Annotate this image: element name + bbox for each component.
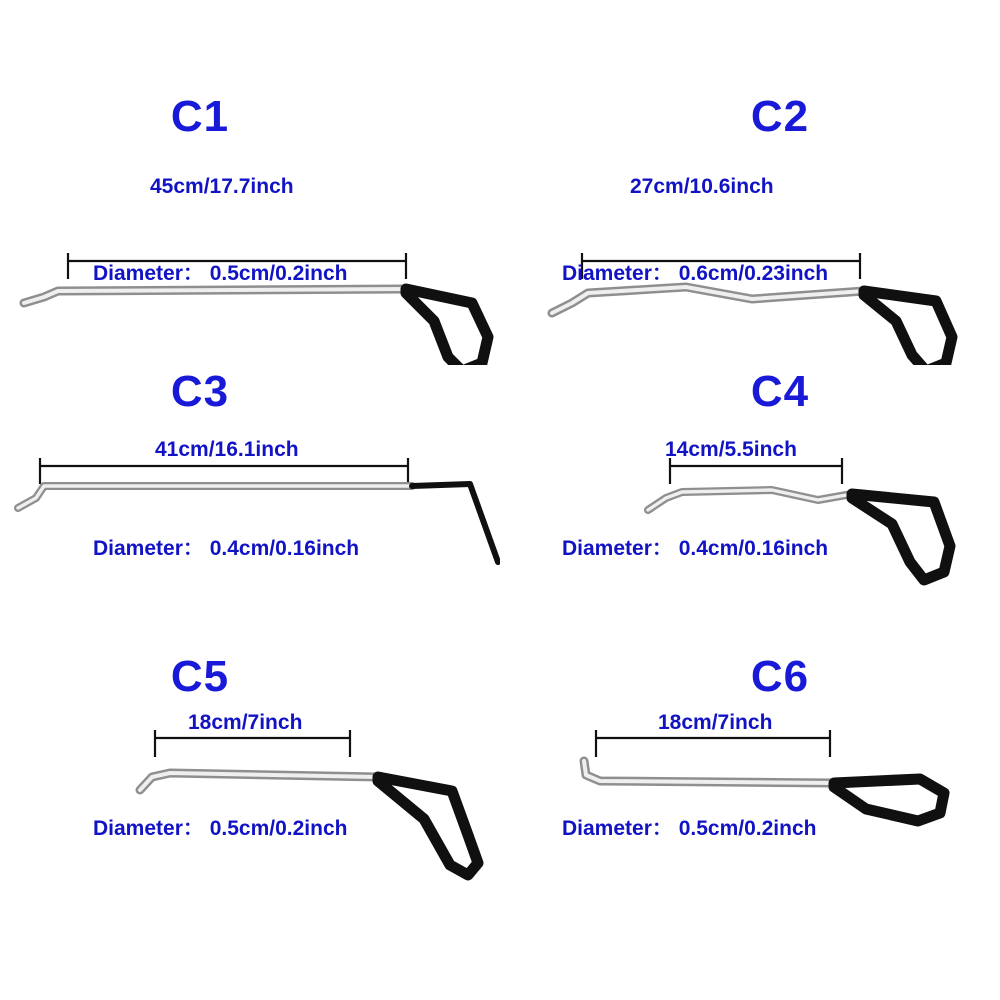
length-label-c2: 27cm/10.6inch bbox=[630, 175, 774, 198]
tool-handle-c5 bbox=[378, 777, 478, 875]
tool-title-c1: C1 bbox=[170, 92, 230, 141]
tool-title-c2: C2 bbox=[750, 92, 810, 141]
diameter-label-c2: Diameter： 0.6cm/0.23inch bbox=[562, 262, 829, 285]
diameter-label-c4: Diameter： 0.4cm/0.16inch bbox=[562, 537, 829, 560]
length-label-c6: 18cm/7inch bbox=[658, 711, 773, 734]
tool-card-c4 bbox=[500, 350, 1000, 640]
length-label-c5: 18cm/7inch bbox=[188, 711, 303, 734]
diameter-label-c6: Diameter： 0.5cm/0.2inch bbox=[562, 817, 817, 840]
tool-shaft-c5 bbox=[140, 773, 378, 790]
tool-title-c4: C4 bbox=[750, 367, 810, 416]
tool-title-c6: C6 bbox=[750, 652, 810, 701]
tool-title-c3: C3 bbox=[170, 367, 230, 416]
tool-handle-c4 bbox=[852, 494, 950, 580]
tool-shaft-c2 bbox=[552, 287, 864, 313]
tool-card-c5 bbox=[0, 635, 500, 925]
length-label-c1: 45cm/17.7inch bbox=[150, 175, 294, 198]
diameter-label-c5: Diameter： 0.5cm/0.2inch bbox=[93, 817, 348, 840]
tool-shaft-c6 bbox=[584, 761, 834, 783]
length-label-c3: 41cm/16.1inch bbox=[155, 438, 299, 461]
tool-title-c5: C5 bbox=[170, 652, 230, 701]
tool-handle-c3 bbox=[412, 484, 498, 562]
tool-card-c2 bbox=[500, 75, 1000, 365]
diameter-label-c1: Diameter： 0.5cm/0.2inch bbox=[93, 262, 348, 285]
tool-card-c6 bbox=[500, 635, 1000, 925]
tool-card-c1 bbox=[0, 75, 500, 365]
tool-shaft-c3 bbox=[18, 486, 412, 508]
tool-card-c3 bbox=[0, 350, 500, 640]
tool-handle-c6 bbox=[834, 779, 944, 821]
diameter-label-c3: Diameter： 0.4cm/0.16inch bbox=[93, 537, 360, 560]
tool-shaft-c1 bbox=[24, 289, 410, 303]
length-label-c4: 14cm/5.5inch bbox=[665, 438, 797, 461]
tool-shaft-c4 bbox=[648, 490, 852, 510]
